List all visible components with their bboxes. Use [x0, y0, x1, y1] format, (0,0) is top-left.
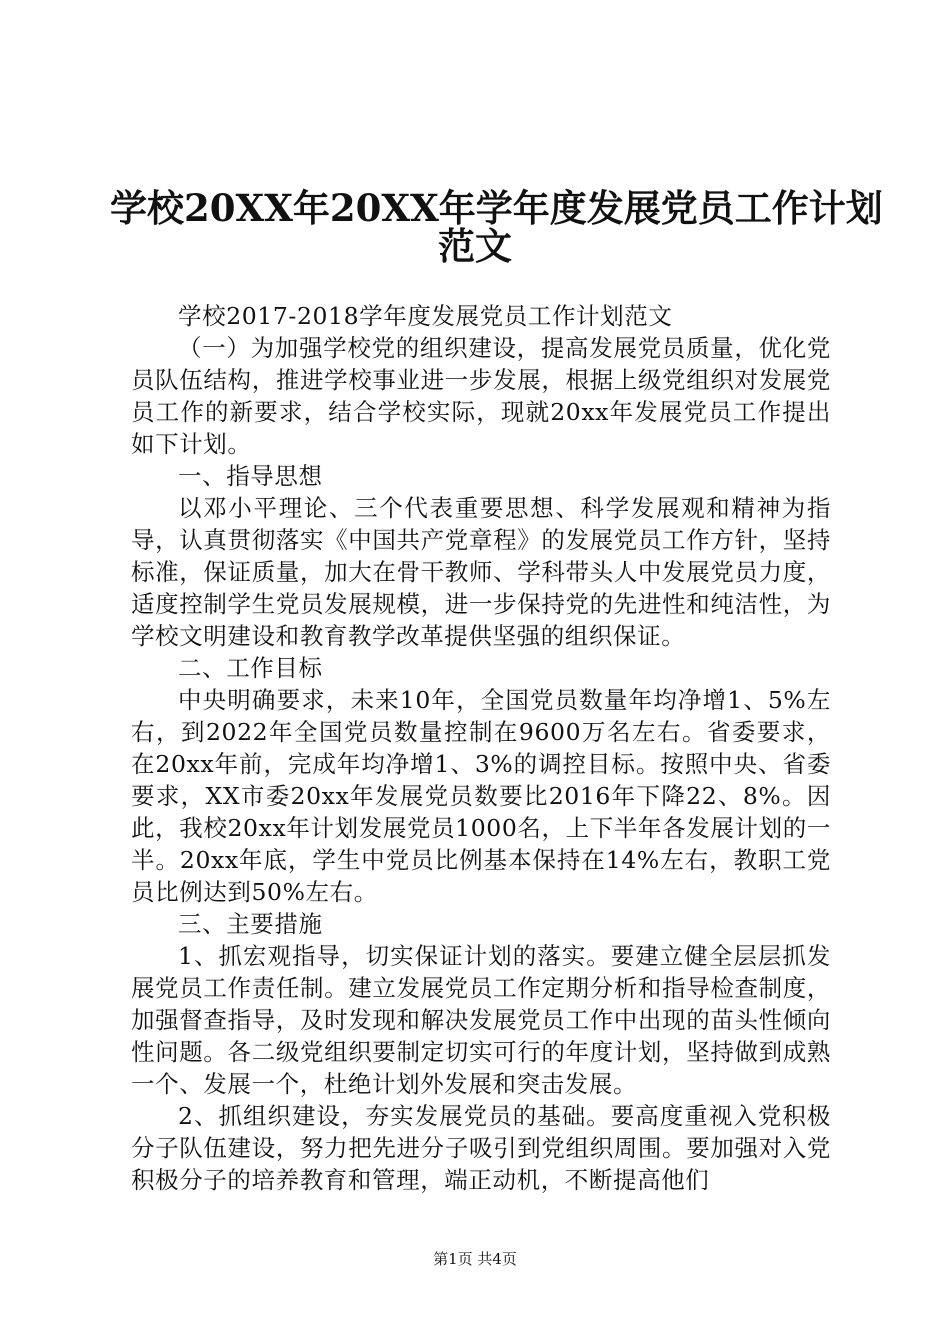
- section-heading-work-goals: 二、工作目标: [178, 654, 323, 682]
- section-paragraph: 2、抓组织建设，夯实发展党员的基础。要高度重视入党积极分子队伍建设，努力把先进分子吸引到党组织周围。要加强对入党积极分子的培养教育和管理，端正动机，不断提高他们: [131, 1102, 831, 1194]
- document-body: [131, 300, 831, 1196]
- section-paragraph: 中央明确要求，未来10年，全国党员数量年均净增1、5%左右，到2022年全国党员数量控制在9600万名左右。省委要求，在20xx年前，完成年均净增1、3%的调控目标。按照中央、省委要求，XX市委20xx年发展党员数要比2016年下降22、8%。因此，我校20xx年计划发展党员1000名，上下半年各发展计划的一半。20xx年底，学生中党员比例基本保持在14%左右，教职工党员比例达到50%左右。: [131, 686, 831, 906]
- document-subtitle: 学校2017-2018学年度发展党员工作计划范文: [178, 302, 673, 330]
- section-heading-main-measures: 三、主要措施: [178, 910, 323, 938]
- document-title-line-1: 学校20XX年20XX年学年度发展党员工作计划: [110, 186, 883, 230]
- intro-paragraph: （一）为加强学校党的组织建设，提高发展党员质量，优化党员队伍结构，推进学校事业进一步发展，根据上级党组织对发展党员工作的新要求，结合学校实际，现就20xx年发展党员工作提出如下计划。: [131, 334, 831, 458]
- section-heading-guiding-ideology: 一、指导思想: [178, 462, 323, 490]
- page-footer: 第1页 共4页: [433, 1250, 517, 1268]
- section-paragraph: 1、抓宏观指导，切实保证计划的落实。要建立健全层层抓发展党员工作责任制。建立发展党员工作定期分析和指导检查制度，加强督查指导，及时发现和解决发展党员工作中出现的苗头性倾向性问题。各二级党组织要制定切实可行的年度计划，坚持做到成熟一个、发展一个，杜绝计划外发展和突击发展。: [131, 942, 831, 1098]
- section-paragraph: 以邓小平理论、三个代表重要思想、科学发展观和精神为指导，认真贯彻落实《中国共产党章程》的发展党员工作方针，坚持标准，保证质量，加大在骨干教师、学科带头人中发展党员力度，适度控制学生党员发展规模，进一步保持党的先进性和纯洁性，为学校文明建设和教育教学改革提供坚强的组织保证。: [131, 494, 831, 650]
- document-title-line-2: 范文: [438, 224, 512, 268]
